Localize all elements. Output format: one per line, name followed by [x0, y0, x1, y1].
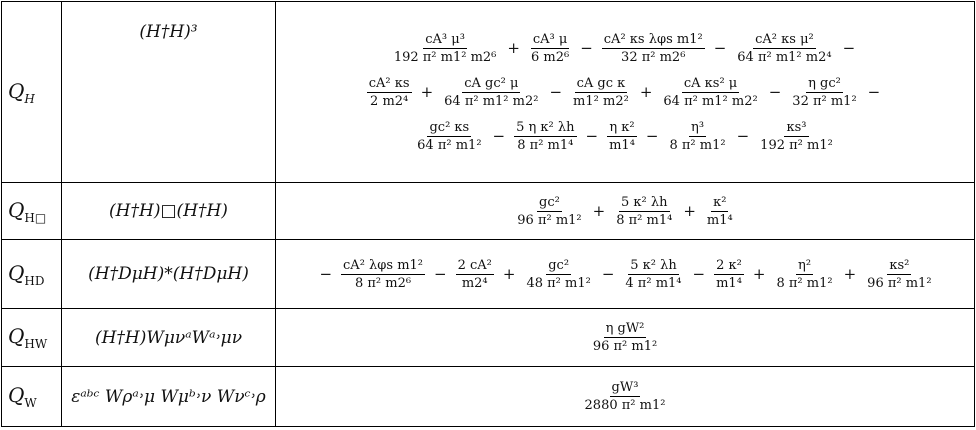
operator-sign: +: [752, 264, 766, 283]
fraction-numerator: η κ²: [609, 119, 635, 135]
operator-definition: εᵃᵇᶜ Wρᵃ˒μ Wμᵇ˒ν Wνᶜ˒ρ: [62, 367, 276, 427]
coefficient-fraction: [758, 121, 835, 152]
coefficient-fraction: [667, 121, 727, 152]
fraction-numerator: cA² κs: [368, 75, 410, 91]
operator-sign: +: [843, 264, 857, 283]
fraction-denominator: 64 π² m1²: [417, 137, 482, 153]
fraction-numerator: gc²: [539, 194, 560, 210]
fraction-denominator: 32 π² m2⁶: [621, 49, 686, 65]
fraction-denominator: 96 π² m1²: [592, 339, 658, 354]
coefficient-line: [282, 26, 968, 70]
coefficient-fraction: [735, 33, 833, 64]
fraction-numerator: cA² κs μ²: [755, 31, 814, 47]
fraction-denominator: 8 π² m1⁴: [616, 212, 673, 228]
coefficient-fraction: [774, 259, 834, 290]
operator-sign: −: [645, 126, 659, 145]
operator-coefficient: [276, 367, 975, 427]
operator-name: $Q_{HW}$: [2, 309, 62, 367]
fraction-denominator: 4 π² m1⁴: [625, 275, 682, 291]
operator-name: $Q_W$: [2, 367, 62, 427]
table-row: [2, 240, 975, 309]
operator-sign: −: [768, 82, 782, 101]
coefficient-fraction: [524, 259, 592, 290]
fraction-numerator: κs²: [889, 257, 910, 273]
fraction-numerator: 5 κ² λh: [621, 194, 668, 210]
fraction-denominator: m1⁴: [706, 212, 733, 228]
operator-name: $Q_{H□}$: [2, 183, 62, 240]
operator-definition: (H†H)³: [62, 2, 276, 183]
operator-coefficient: [276, 309, 975, 367]
operator-sign: +: [683, 201, 696, 220]
table-row: [2, 183, 975, 240]
operator-sign: +: [507, 38, 520, 57]
fraction-denominator: 64 π² m1² m2²: [444, 93, 539, 109]
coefficient-fraction: [456, 259, 494, 290]
fraction-denominator: m1² m2²: [573, 93, 629, 109]
fraction-denominator: 2880 π² m1²: [584, 398, 666, 413]
fraction-numerator: 5 η κ² λh: [516, 119, 575, 135]
operator-sign: −: [692, 264, 706, 283]
fraction-denominator: 32 π² m1²: [792, 93, 857, 109]
coefficient-fraction: [623, 259, 683, 290]
fraction-numerator: gc²: [548, 257, 570, 273]
fraction-denominator: 96 π² m1²: [867, 275, 932, 291]
fraction-numerator: cA² κs λφs m1²: [603, 31, 703, 47]
fraction-denominator: 64 π² m1² m2⁴: [737, 49, 832, 65]
fraction-numerator: gc² κs: [429, 119, 470, 135]
fraction-numerator: κ²: [713, 194, 727, 210]
fraction-numerator: η²: [798, 257, 812, 273]
operator-sign: −: [601, 264, 615, 283]
operator-sign: +: [592, 201, 606, 220]
coefficient-fraction: [714, 259, 744, 290]
coefficient-fraction: [442, 77, 540, 108]
coefficient-line: [282, 114, 968, 158]
fraction-denominator: 2 m2⁴: [370, 93, 409, 109]
operator-sign: −: [867, 82, 881, 101]
fraction-numerator: cA² λφs m1²: [343, 257, 423, 273]
coefficient-line: [282, 189, 968, 233]
table-row: [2, 309, 975, 367]
coefficient-fraction: [415, 121, 483, 152]
fraction-numerator: cA gc κ: [576, 75, 626, 91]
fraction-numerator: cA gc² μ: [464, 75, 519, 91]
operator-sign: −: [434, 264, 447, 283]
coefficient-fraction: [790, 77, 858, 108]
fraction-numerator: κs³: [786, 119, 807, 135]
coefficient-fraction: [571, 77, 631, 108]
table-row: [2, 367, 975, 427]
fraction-denominator: m1⁴: [609, 137, 635, 153]
coefficient-fraction: [367, 77, 412, 108]
coefficient-fraction: [515, 196, 583, 227]
fraction-denominator: 96 π² m1²: [517, 212, 582, 228]
operator-name: $Q_{HD}$: [2, 240, 62, 309]
operator-sign: −: [319, 264, 333, 283]
coefficient-line: [282, 375, 968, 419]
coefficient-fraction: [661, 77, 759, 108]
operator-sign: −: [580, 38, 593, 57]
operator-coefficient: [276, 2, 975, 183]
coefficient-fraction: [614, 196, 674, 227]
operator-sign: +: [639, 82, 653, 101]
fraction-numerator: η³: [691, 119, 705, 135]
operator-sign: −: [736, 126, 750, 145]
fraction-numerator: 2 cA²: [457, 257, 492, 273]
coefficient-fraction: [607, 121, 637, 152]
coefficient-fraction: [591, 322, 659, 353]
coefficient-fraction: [514, 121, 576, 152]
fraction-denominator: 8 π² m2⁶: [354, 275, 412, 291]
fraction-numerator: 2 κ²: [716, 257, 742, 273]
fraction-numerator: cA³ μ³: [425, 31, 465, 47]
coefficient-fraction: [865, 259, 933, 290]
coefficient-fraction: [392, 33, 499, 64]
operator-sign: −: [549, 82, 563, 101]
fraction-denominator: 8 π² m1⁴: [517, 137, 574, 153]
fraction-numerator: gW³: [611, 380, 639, 395]
coefficient-fraction: [529, 33, 571, 64]
fraction-denominator: m1⁴: [716, 275, 742, 291]
operator-sign: −: [492, 126, 506, 145]
table-row: [2, 2, 975, 183]
fraction-denominator: 48 π² m1²: [526, 275, 591, 291]
coefficient-line: [282, 252, 968, 296]
coefficient-fraction: [705, 196, 735, 227]
fraction-denominator: 8 π² m1²: [669, 137, 726, 153]
operator-coefficient: [276, 183, 975, 240]
fraction-denominator: 192 π² m1² m2⁶: [393, 49, 497, 65]
operator-definition: (H†DμH)*(H†DμH): [62, 240, 276, 309]
fraction-numerator: cA³ μ: [532, 31, 568, 47]
operator-sign: +: [502, 264, 516, 283]
coefficient-fraction: [602, 33, 705, 64]
fraction-numerator: 5 κ² λh: [630, 257, 677, 273]
fraction-denominator: 192 π² m1²: [760, 137, 833, 153]
operator-coefficient: [276, 240, 975, 309]
operator-sign: −: [585, 126, 599, 145]
fraction-denominator: 8 π² m1²: [776, 275, 833, 291]
operator-name: $Q_H$: [2, 2, 62, 183]
coefficient-fraction: [341, 259, 425, 290]
operator-coefficient-table: [1, 1, 975, 427]
fraction-numerator: η gW²: [605, 321, 645, 336]
coefficient-line: [282, 316, 968, 360]
operator-definition: (H†H)□(H†H): [62, 183, 276, 240]
fraction-denominator: 64 π² m1² m2²: [663, 93, 758, 109]
coefficient-fraction: [583, 381, 668, 412]
operator-sign: −: [842, 38, 856, 57]
coefficient-line: [282, 70, 968, 114]
fraction-denominator: m2⁴: [461, 275, 488, 291]
operator-sign: −: [713, 38, 727, 57]
fraction-denominator: 6 m2⁶: [530, 49, 570, 65]
operator-definition: (H†H)WμνᵃWᵃ˒μν: [62, 309, 276, 367]
fraction-numerator: cA κs² μ: [683, 75, 738, 91]
fraction-numerator: η gc²: [808, 75, 841, 91]
operator-sign: +: [420, 82, 434, 101]
